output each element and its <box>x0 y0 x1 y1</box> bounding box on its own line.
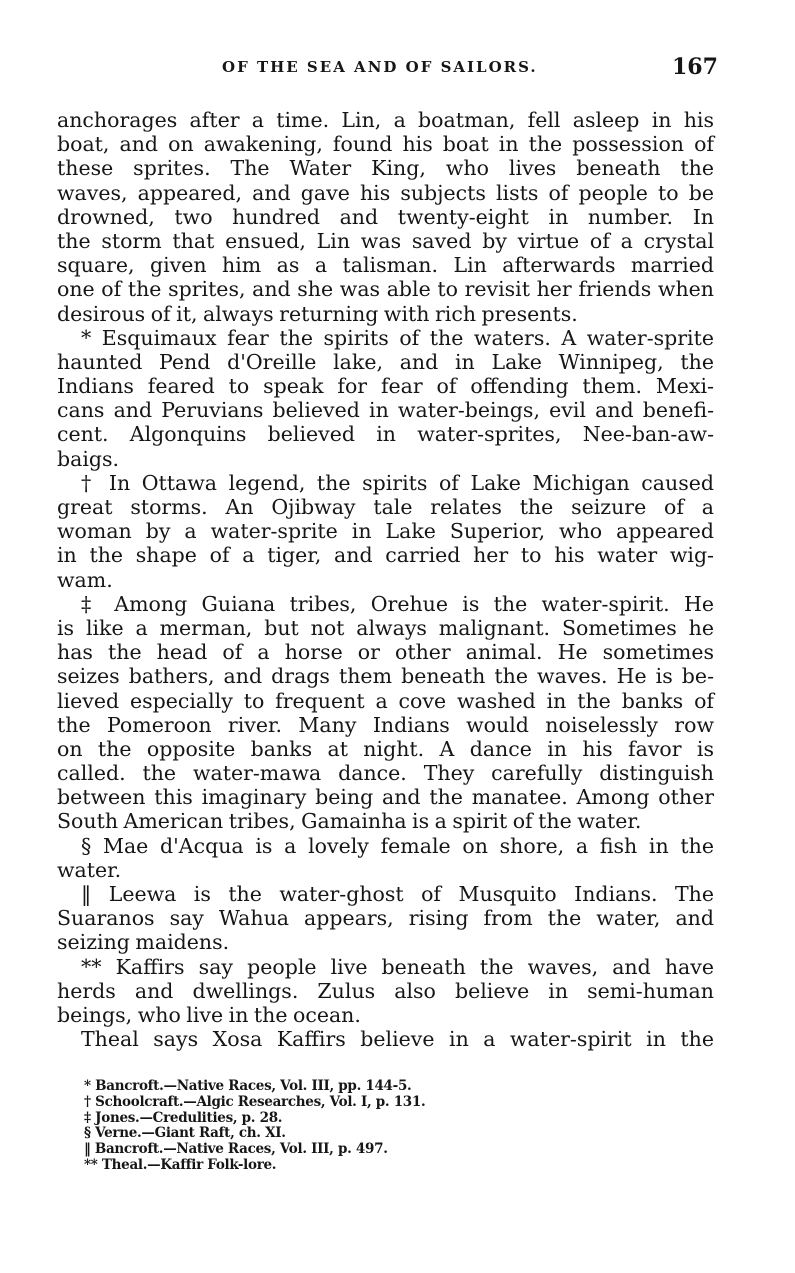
text-line: wam. <box>57 567 113 592</box>
text-line: between this imaginary being and the manatee. Among other <box>57 785 714 810</box>
text-line: desirous of it, always returning with rich presents. <box>57 301 578 326</box>
page-number: 167 <box>672 54 718 80</box>
text-line: Indians feared to speak for fear of offending them. Mexi- <box>57 374 714 399</box>
text-line: has the head of a horse or other animal. He sometimes <box>57 640 714 665</box>
text-line: anchorages after a time. Lin, a boatman, fell asleep in his <box>57 108 714 132</box>
text-line: called. the water-mawa dance. They carefully distinguish <box>57 761 714 786</box>
text-line: § Mae d'Acqua is a lovely female on shore, a fish in the <box>81 833 714 858</box>
text-line: † In Ottawa legend, the spirits of Lake Michigan caused <box>81 470 714 495</box>
text-line: cent. Algonquins believed in water-sprites, Nee-ban-aw- <box>57 422 714 447</box>
page-header <box>0 54 795 84</box>
text-line: one of the sprites, and she was able to revisit her friends when <box>57 277 714 302</box>
text-line: Suaranos say Wahua appears, rising from the water, and <box>57 906 714 931</box>
text-line: cans and Peruvians believed in water-beings, evil and benefi- <box>57 398 714 423</box>
footnote: * Bancroft.—Native Races, Vol. III, pp. 144-5. <box>84 1078 412 1094</box>
text-line: Theal says Xosa Kaffirs believe in a water-spirit in the <box>81 1027 714 1052</box>
text-line: beings, who live in the ocean. <box>57 1002 361 1027</box>
footnote: ** Theal.—Kaffir Folk-lore. <box>84 1156 277 1173</box>
footnote: ‖ Bancroft.—Native Races, Vol. III, p. 497. <box>84 1141 388 1158</box>
text-line: woman by a water-sprite in Lake Superior, who appeared <box>57 519 714 544</box>
text-line: haunted Pend d'Oreille lake, and in Lake Winnipeg, the <box>57 349 714 374</box>
text-line: the Pomeroon river. Many Indians would noiselessly row <box>57 712 714 737</box>
text-line: boat, and on awakening, found his boat in the possession of <box>57 132 714 157</box>
text-line: waves, appeared, and gave his subjects lists of people to be <box>57 180 714 205</box>
text-line: baigs. <box>57 446 120 471</box>
text-line: lieved especially to frequent a cove washed in the banks of <box>57 688 714 713</box>
text-line: is like a merman, but not always malignant. Sometimes he <box>57 615 714 640</box>
footnotes <box>84 1079 425 1174</box>
footnote: ‡ Jones.—Credulities, p. 28. <box>84 1109 283 1126</box>
text-line: ‡ Among Guiana tribes, Orehue is the water-spirit. He <box>81 591 714 616</box>
text-line: square, given him as a talisman. Lin afterwards married <box>57 253 714 278</box>
text-line: on the opposite banks at night. A dance in his favor is <box>57 736 714 761</box>
text-line: * Esquimaux fear the spirits of the waters. A water-sprite <box>81 325 714 350</box>
footnote: † Schoolcraft.—Algic Researches, Vol. I, p. 131. <box>84 1093 426 1110</box>
text-line: water. <box>57 857 122 882</box>
footnote: § Verne.—Giant Raft, ch. XI. <box>84 1125 286 1142</box>
text-line: these sprites. The Water King, who lives beneath the <box>57 156 714 181</box>
text-line: the storm that ensued, Lin was saved by virtue of a crystal <box>57 228 714 253</box>
text-line: South American tribes, Gamainha is a spirit of the water. <box>57 809 642 834</box>
text-line: great storms. An Ojibway tale relates the seizure of a <box>57 495 714 519</box>
body-text <box>57 108 714 1051</box>
text-line: in the shape of a tiger, and carried her to his water wig- <box>57 543 714 568</box>
text-line: herds and dwellings. Zulus also believe in semi-human <box>57 978 714 1003</box>
text-line: drowned, two hundred and twenty-eight in number. In <box>57 204 714 229</box>
running-title: OF THE SEA AND OF SAILORS. <box>222 58 538 76</box>
text-line: ‖ Leewa is the water-ghost of Musquito Indians. The <box>81 882 714 906</box>
text-line: seizes bathers, and drags them beneath the waves. He is be- <box>57 664 714 689</box>
text-line: seizing maidens. <box>57 930 230 955</box>
text-line: ** Kaffirs say people live beneath the waves, and have <box>81 954 714 979</box>
